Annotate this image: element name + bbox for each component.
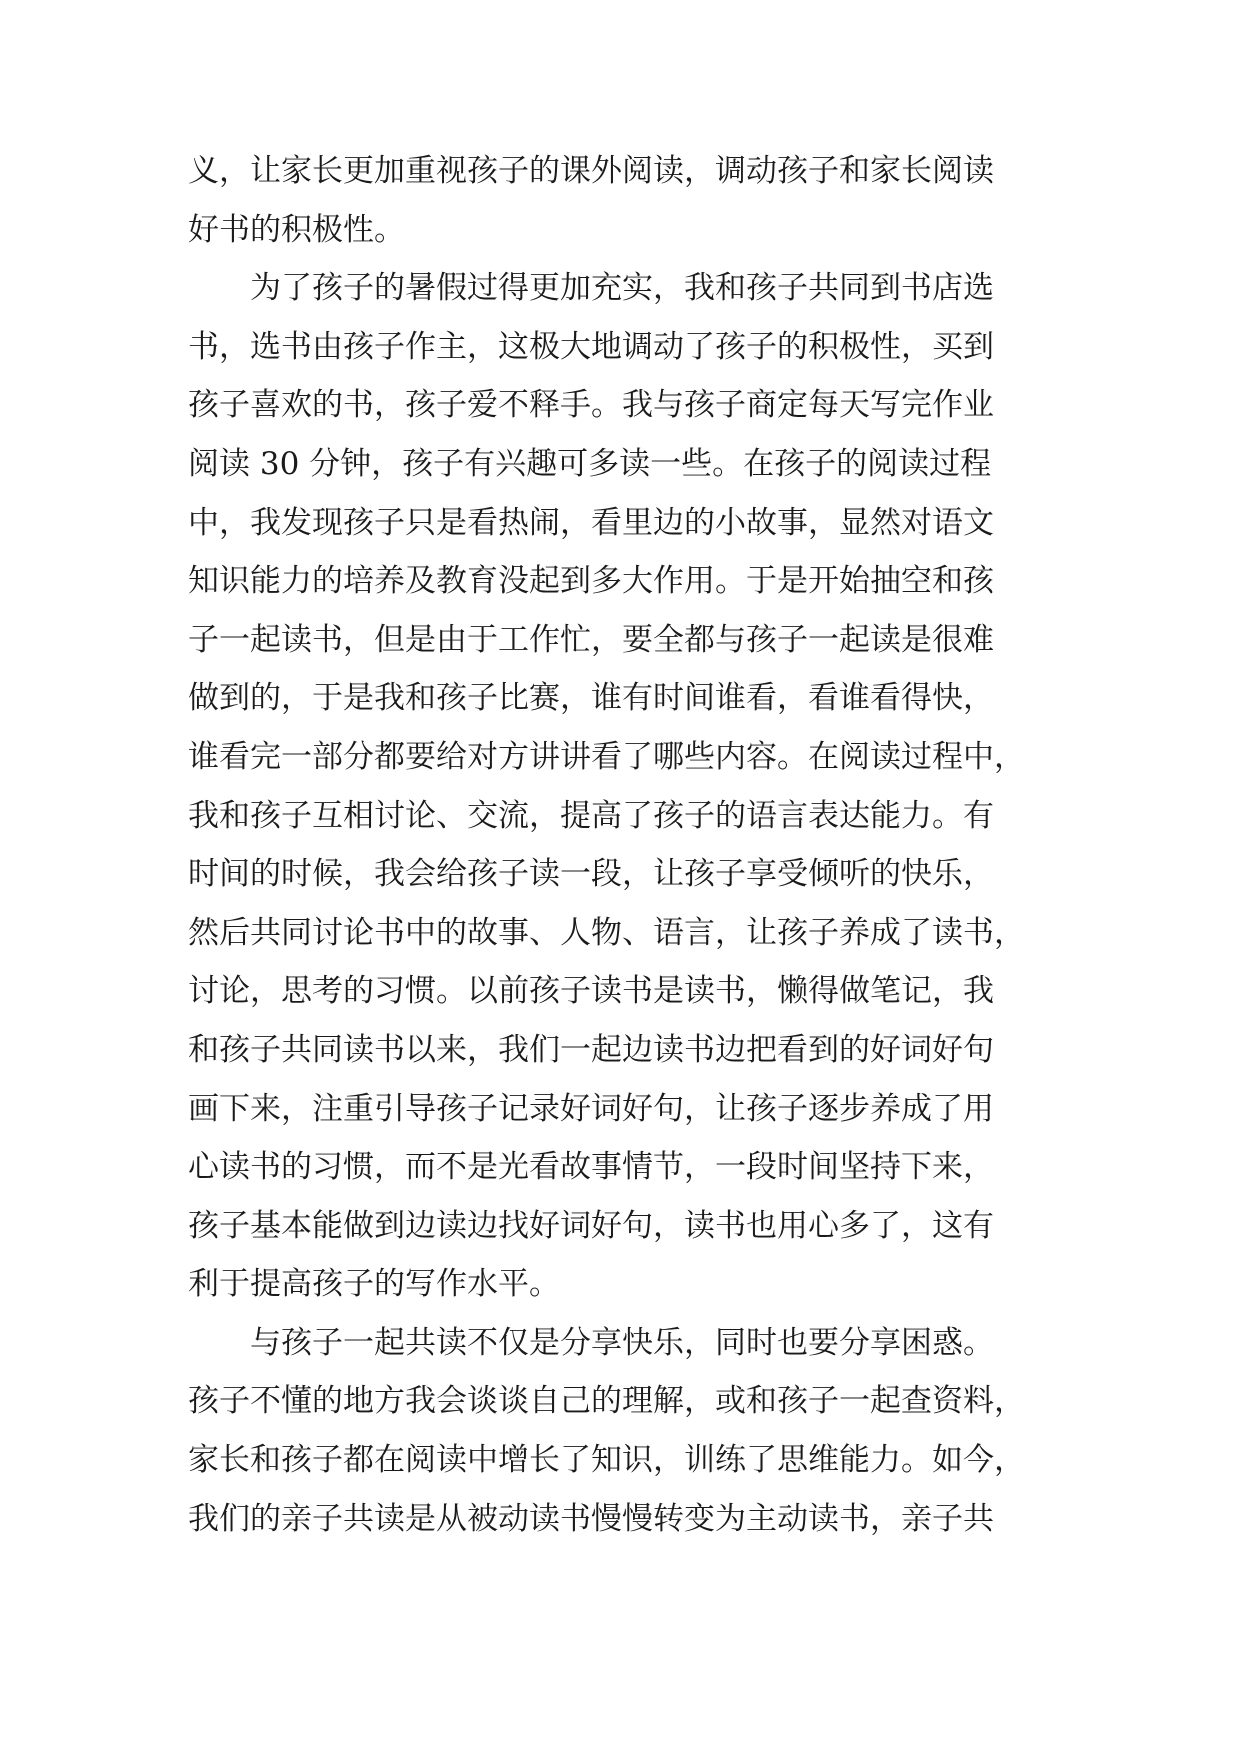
text-line: [188, 962, 1068, 1021]
text-line: [188, 1021, 1068, 1080]
line-text: 画下来，注重引导孩子记录好词好句，让孩子逐步养成了用: [188, 1090, 994, 1127]
text-line: [188, 845, 1068, 904]
line-text: 义，让家长更加重视孩子的课外阅读，调动孩子和家长阅读: [188, 153, 994, 189]
line-text: 为了孩子的暑假过得更加充实，我和孩子共同到书店选: [250, 270, 994, 307]
line-text: 利于提高孩子的写作水平。: [188, 1266, 560, 1303]
body-text: [188, 142, 1068, 1548]
line-text: 好书的积极性。: [188, 211, 405, 248]
line-text: 知识能力的培养及教育没起到多大作用。于是开始抽空和孩: [188, 563, 994, 600]
text-line: [188, 1080, 1068, 1139]
line-text: 孩子不懂的地方我会谈谈自己的理解，或和孩子一起查资料，: [188, 1383, 1025, 1420]
line-text: 时间的时候，我会给孩子读一段，让孩子享受倾听的快乐，: [188, 856, 994, 893]
text-line: [188, 1372, 1068, 1431]
text-line: [188, 494, 1068, 553]
line-text: 孩子基本能做到边读边找好词好句，读书也用心多了，这有: [188, 1207, 994, 1244]
line-text: 孩子喜欢的书，孩子爱不释手。我与孩子商定每天写完作业: [188, 387, 994, 424]
text-line: [188, 435, 1068, 494]
line-text: 中，我发现孩子只是看热闹，看里边的小故事，显然对语文: [188, 504, 994, 541]
line-text: 家长和孩子都在阅读中增长了知识，训练了思维能力。如今，: [188, 1442, 1025, 1479]
text-line: [188, 259, 1068, 318]
text-line: [188, 611, 1068, 670]
line-text: 和孩子共同读书以来，我们一起边读书边把看到的好词好句: [188, 1031, 994, 1068]
text-line: [188, 669, 1068, 728]
text-line: [188, 142, 1068, 201]
line-text: 做到的，于是我和孩子比赛，谁有时间谁看，看谁看得快，: [188, 680, 994, 717]
line-text: 子一起读书，但是由于工作忙，要全都与孩子一起读是很难: [188, 621, 994, 658]
text-line: [188, 1431, 1068, 1490]
line-text: 心读书的习惯，而不是光看故事情节，一段时间坚持下来，: [188, 1149, 994, 1186]
line-text: 书，选书由孩子作主，这极大地调动了孩子的积极性，买到: [188, 328, 994, 365]
text-line: [188, 1138, 1068, 1197]
line-text: 讨论，思考的习惯。以前孩子读书是读书，懒得做笔记，我: [188, 973, 994, 1010]
text-line: [188, 1255, 1068, 1314]
line-text: 我和孩子互相讨论、交流，提高了孩子的语言表达能力。有: [188, 797, 994, 834]
text-line: [188, 201, 1068, 260]
line-text: 谁看完一部分都要给对方讲讲看了哪些内容。在阅读过程中，: [188, 738, 1025, 775]
line-text: 与孩子一起共读不仅是分享快乐，同时也要分享困惑。: [250, 1324, 994, 1361]
text-line: [188, 1490, 1068, 1549]
text-line: [188, 552, 1068, 611]
text-line: [188, 728, 1068, 787]
text-line: [188, 1314, 1068, 1373]
text-line: [188, 1197, 1068, 1256]
line-text: 我们的亲子共读是从被动读书慢慢转变为主动读书，亲子共: [188, 1500, 994, 1537]
text-line: [188, 318, 1068, 377]
text-line: [188, 376, 1068, 435]
text-line: [188, 787, 1068, 846]
line-text: 阅读 30 分钟，孩子有兴趣可多读一些。在孩子的阅读过程: [188, 445, 992, 482]
text-line: [188, 904, 1068, 963]
line-text: 然后共同讨论书中的故事、人物、语言，让孩子养成了读书，: [188, 914, 1025, 951]
